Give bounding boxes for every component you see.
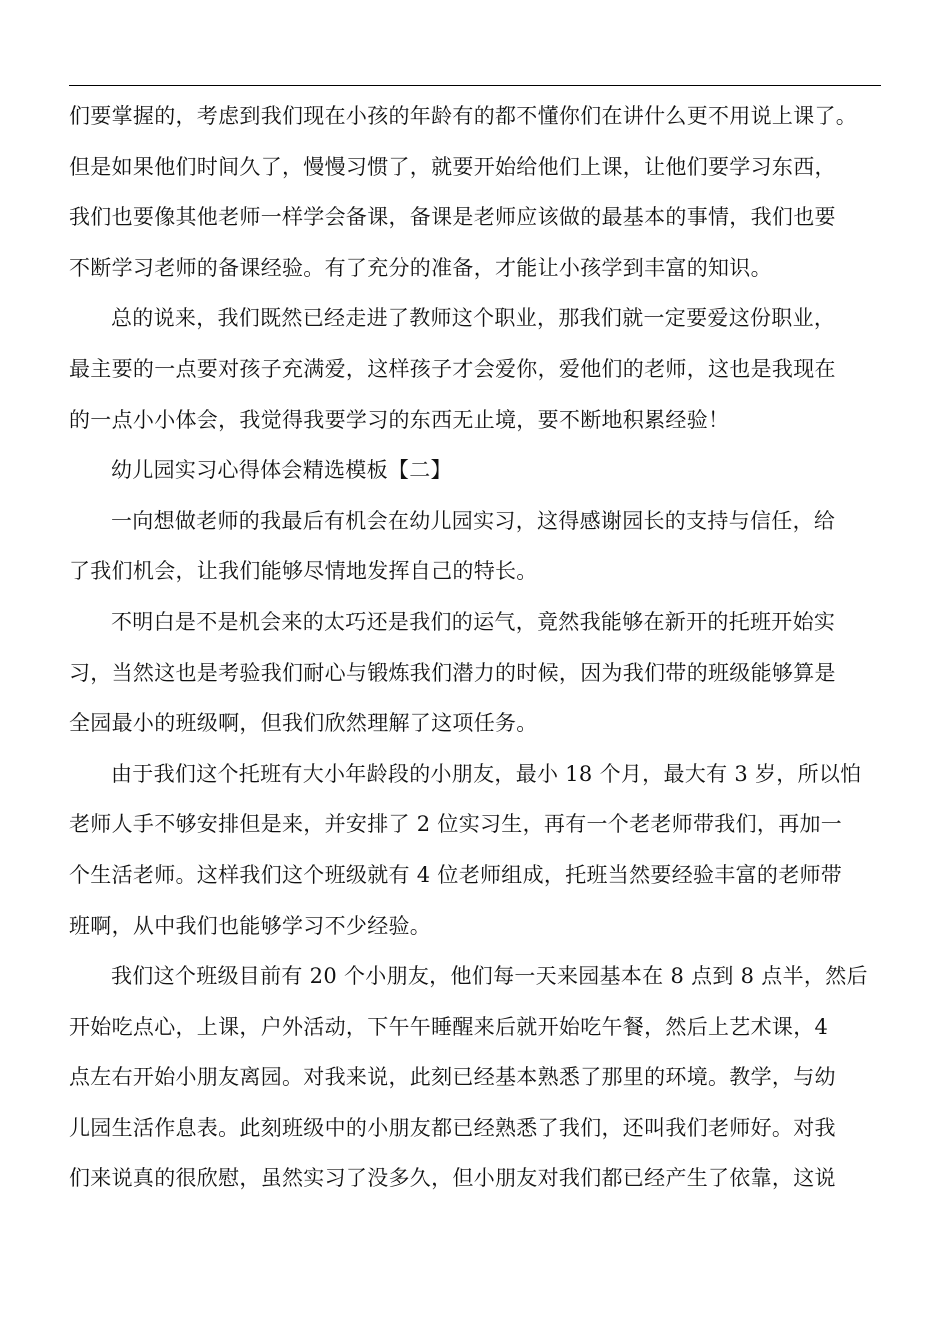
- text-line: 全园最小的班级啊，但我们欣然理解了这项任务。: [69, 711, 538, 736]
- paragraph-start-line: 不明白是不是机会来的太巧还是我们的运气，竟然我能够在新开的托班开始实: [111, 609, 836, 634]
- paragraph-start-line: 我们这个班级目前有 20 个小朋友，他们每一天来园基本在 8 点到 8 点半，然后: [111, 964, 868, 989]
- text-line: 的一点小小体会，我觉得我要学习的东西无止境，要不断地积累经验！: [69, 407, 730, 432]
- section-heading: 幼儿园实习心得体会精选模板【二】: [111, 458, 452, 483]
- text-line: 们来说真的很欣慰，虽然实习了没多久，但小朋友对我们都已经产生了依靠，这说: [69, 1166, 836, 1191]
- text-line: 个生活老师。这样我们这个班级就有 4 位老师组成，托班当然要经验丰富的老师带: [69, 862, 843, 887]
- paragraph-start-line: 一向想做老师的我最后有机会在幼儿园实习，这得感谢园长的支持与信任，给: [111, 508, 836, 533]
- paragraph-start-line: 总的说来，我们既然已经走进了教师这个职业，那我们就一定要爱这份职业，: [111, 306, 836, 331]
- header-rule: [69, 85, 881, 86]
- text-line: 习，当然这也是考验我们耐心与锻炼我们潜力的时候，因为我们带的班级能够算是: [69, 660, 836, 685]
- text-line: 们要掌握的，考虑到我们现在小孩的年龄有的都不懂你们在讲什么更不用说上课了。: [69, 104, 858, 128]
- text-line: 点左右开始小朋友离园。对我来说，此刻已经基本熟悉了那里的环境。教学，与幼: [69, 1065, 836, 1090]
- text-line: 了我们机会，让我们能够尽情地发挥自己的特长。: [69, 559, 538, 584]
- text-line: 但是如果他们时间久了，慢慢习惯了，就要开始给他们上课，让他们要学习东西，: [69, 154, 836, 179]
- document-body: [69, 91, 881, 1204]
- text-line: 儿园生活作息表。此刻班级中的小朋友都已经熟悉了我们，还叫我们老师好。对我: [69, 1115, 836, 1140]
- text-line: 班啊，从中我们也能够学习不少经验。: [69, 913, 432, 938]
- text-line: 不断学习老师的备课经验。有了充分的准备，才能让小孩学到丰富的知识。: [69, 255, 772, 280]
- paragraph-start-line: 由于我们这个托班有大小年龄段的小朋友，最小 18 个月，最大有 3 岁，所以怕: [111, 761, 862, 786]
- text-line: 开始吃点心，上课，户外活动，下午午睡醒来后就开始吃午餐，然后上艺术课，4: [69, 1014, 829, 1039]
- text-line: 老师人手不够安排但是来，并安排了 2 位实习生，再有一个老老师带我们，再加一: [69, 812, 843, 837]
- text-line: 我们也要像其他老师一样学会备课，备课是老师应该做的最基本的事情，我们也要: [69, 205, 836, 230]
- text-line: 最主要的一点要对孩子充满爱，这样孩子才会爱你，爱他们的老师，这也是我现在: [69, 356, 836, 381]
